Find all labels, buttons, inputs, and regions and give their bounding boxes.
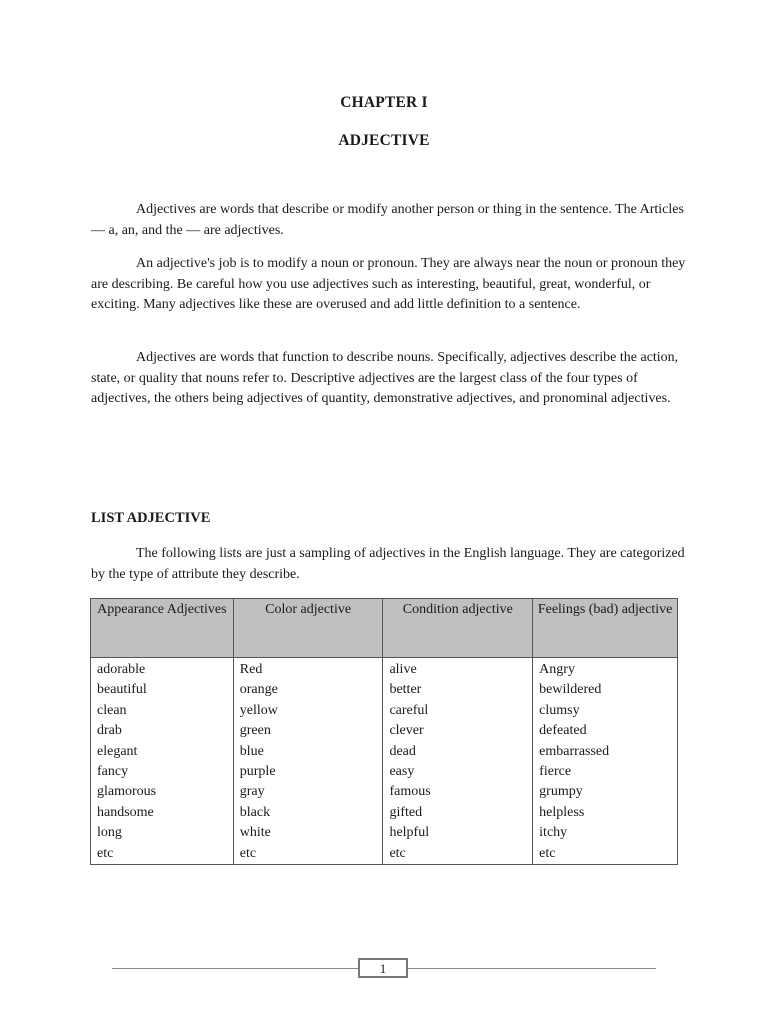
table-cell: itchy — [539, 825, 568, 841]
table-cell: elegant — [97, 743, 138, 759]
table-cell: purple — [239, 764, 276, 780]
table-cell: beautiful — [97, 682, 147, 698]
column-feelings — [533, 658, 678, 865]
table-cell: bewildered — [539, 682, 602, 698]
paragraph-2-text: An adjective's job is to modify a noun or pronoun. They are always near the noun or pronoun they are describing. Be careful how you use adjectives such as interesting, beautiful, great, wonderful, or exciting. Many adjectives like these are overused and add little definition to a sentence. — [91, 256, 686, 312]
header-appearance: Appearance Adjectives — [91, 599, 234, 658]
table-cell: better — [389, 682, 422, 698]
paragraph-3-text: Adjectives are words that function to describe nouns. Specifically, adjectives describe the action, state, or quality that nouns refer to. Descriptive adjectives are the largest class of the four types of adjectives, the others being adjectives of quantity, demonstrative adjectives, and pronominal adjectives. — [91, 350, 679, 406]
table-cell: clumsy — [539, 702, 580, 718]
table-cell: drab — [97, 723, 122, 739]
table-cell: easy — [389, 764, 415, 780]
table-cell: fierce — [539, 764, 572, 780]
page-title: ADJECTIVE — [338, 132, 430, 149]
table-cell: embarrassed — [539, 743, 610, 759]
table-cell: green — [239, 723, 271, 739]
table-cell: careful — [389, 702, 429, 718]
table-cell: gifted — [389, 804, 423, 820]
table-cell: etc — [539, 845, 556, 861]
header-feelings: Feelings (bad) adjective — [533, 599, 678, 658]
table-row — [91, 658, 678, 865]
table-cell: long — [97, 825, 122, 841]
table-cell: grumpy — [539, 784, 583, 800]
table-cell: handsome — [97, 804, 154, 820]
paragraph-1-text: Adjectives are words that describe or modify another person or thing in the sentence. The Articles — a, an, and the — are adjectives. — [91, 202, 684, 238]
list-intro-text: The following lists are just a sampling of adjectives in the English language. They are categorized by the type of attribute they describe. — [91, 546, 685, 582]
table-cell: Angry — [539, 662, 575, 677]
table-cell: adorable — [97, 662, 146, 677]
table-cell: fancy — [97, 764, 129, 780]
header-color: Color adjective — [233, 599, 383, 658]
paragraph-3 — [91, 348, 686, 410]
column-color — [233, 658, 383, 865]
table-cell: clean — [97, 702, 127, 718]
table-cell: helpful — [389, 825, 430, 841]
table-cell: famous — [389, 784, 431, 800]
table-cell: yellow — [239, 702, 278, 718]
table-cell: clever — [389, 723, 424, 739]
paragraph-1 — [91, 200, 686, 241]
table-cell: blue — [239, 743, 264, 759]
section-title: LIST ADJECTIVE — [91, 510, 211, 526]
chapter-heading: CHAPTER I — [340, 94, 428, 111]
column-appearance — [91, 658, 234, 865]
table-cell: dead — [389, 743, 416, 759]
page-number: 1 — [358, 958, 408, 978]
list-intro — [91, 544, 686, 585]
table-cell: gray — [239, 784, 265, 800]
table-cell: glamorous — [97, 784, 157, 800]
column-condition — [383, 658, 533, 865]
table-cell: etc — [239, 845, 257, 861]
table-cell: orange — [239, 682, 278, 698]
table-cell: etc — [389, 845, 406, 861]
header-condition: Condition adjective — [383, 599, 533, 658]
paragraph-2 — [91, 254, 686, 316]
adjective-table — [90, 598, 678, 865]
table-header-row — [91, 599, 678, 658]
table-cell: alive — [389, 662, 417, 677]
table-cell: Red — [239, 662, 263, 677]
table-cell: black — [239, 804, 271, 820]
table-cell: white — [239, 825, 271, 841]
table-cell: helpless — [539, 804, 585, 820]
table-cell: defeated — [539, 723, 587, 739]
table-cell: etc — [97, 845, 114, 861]
